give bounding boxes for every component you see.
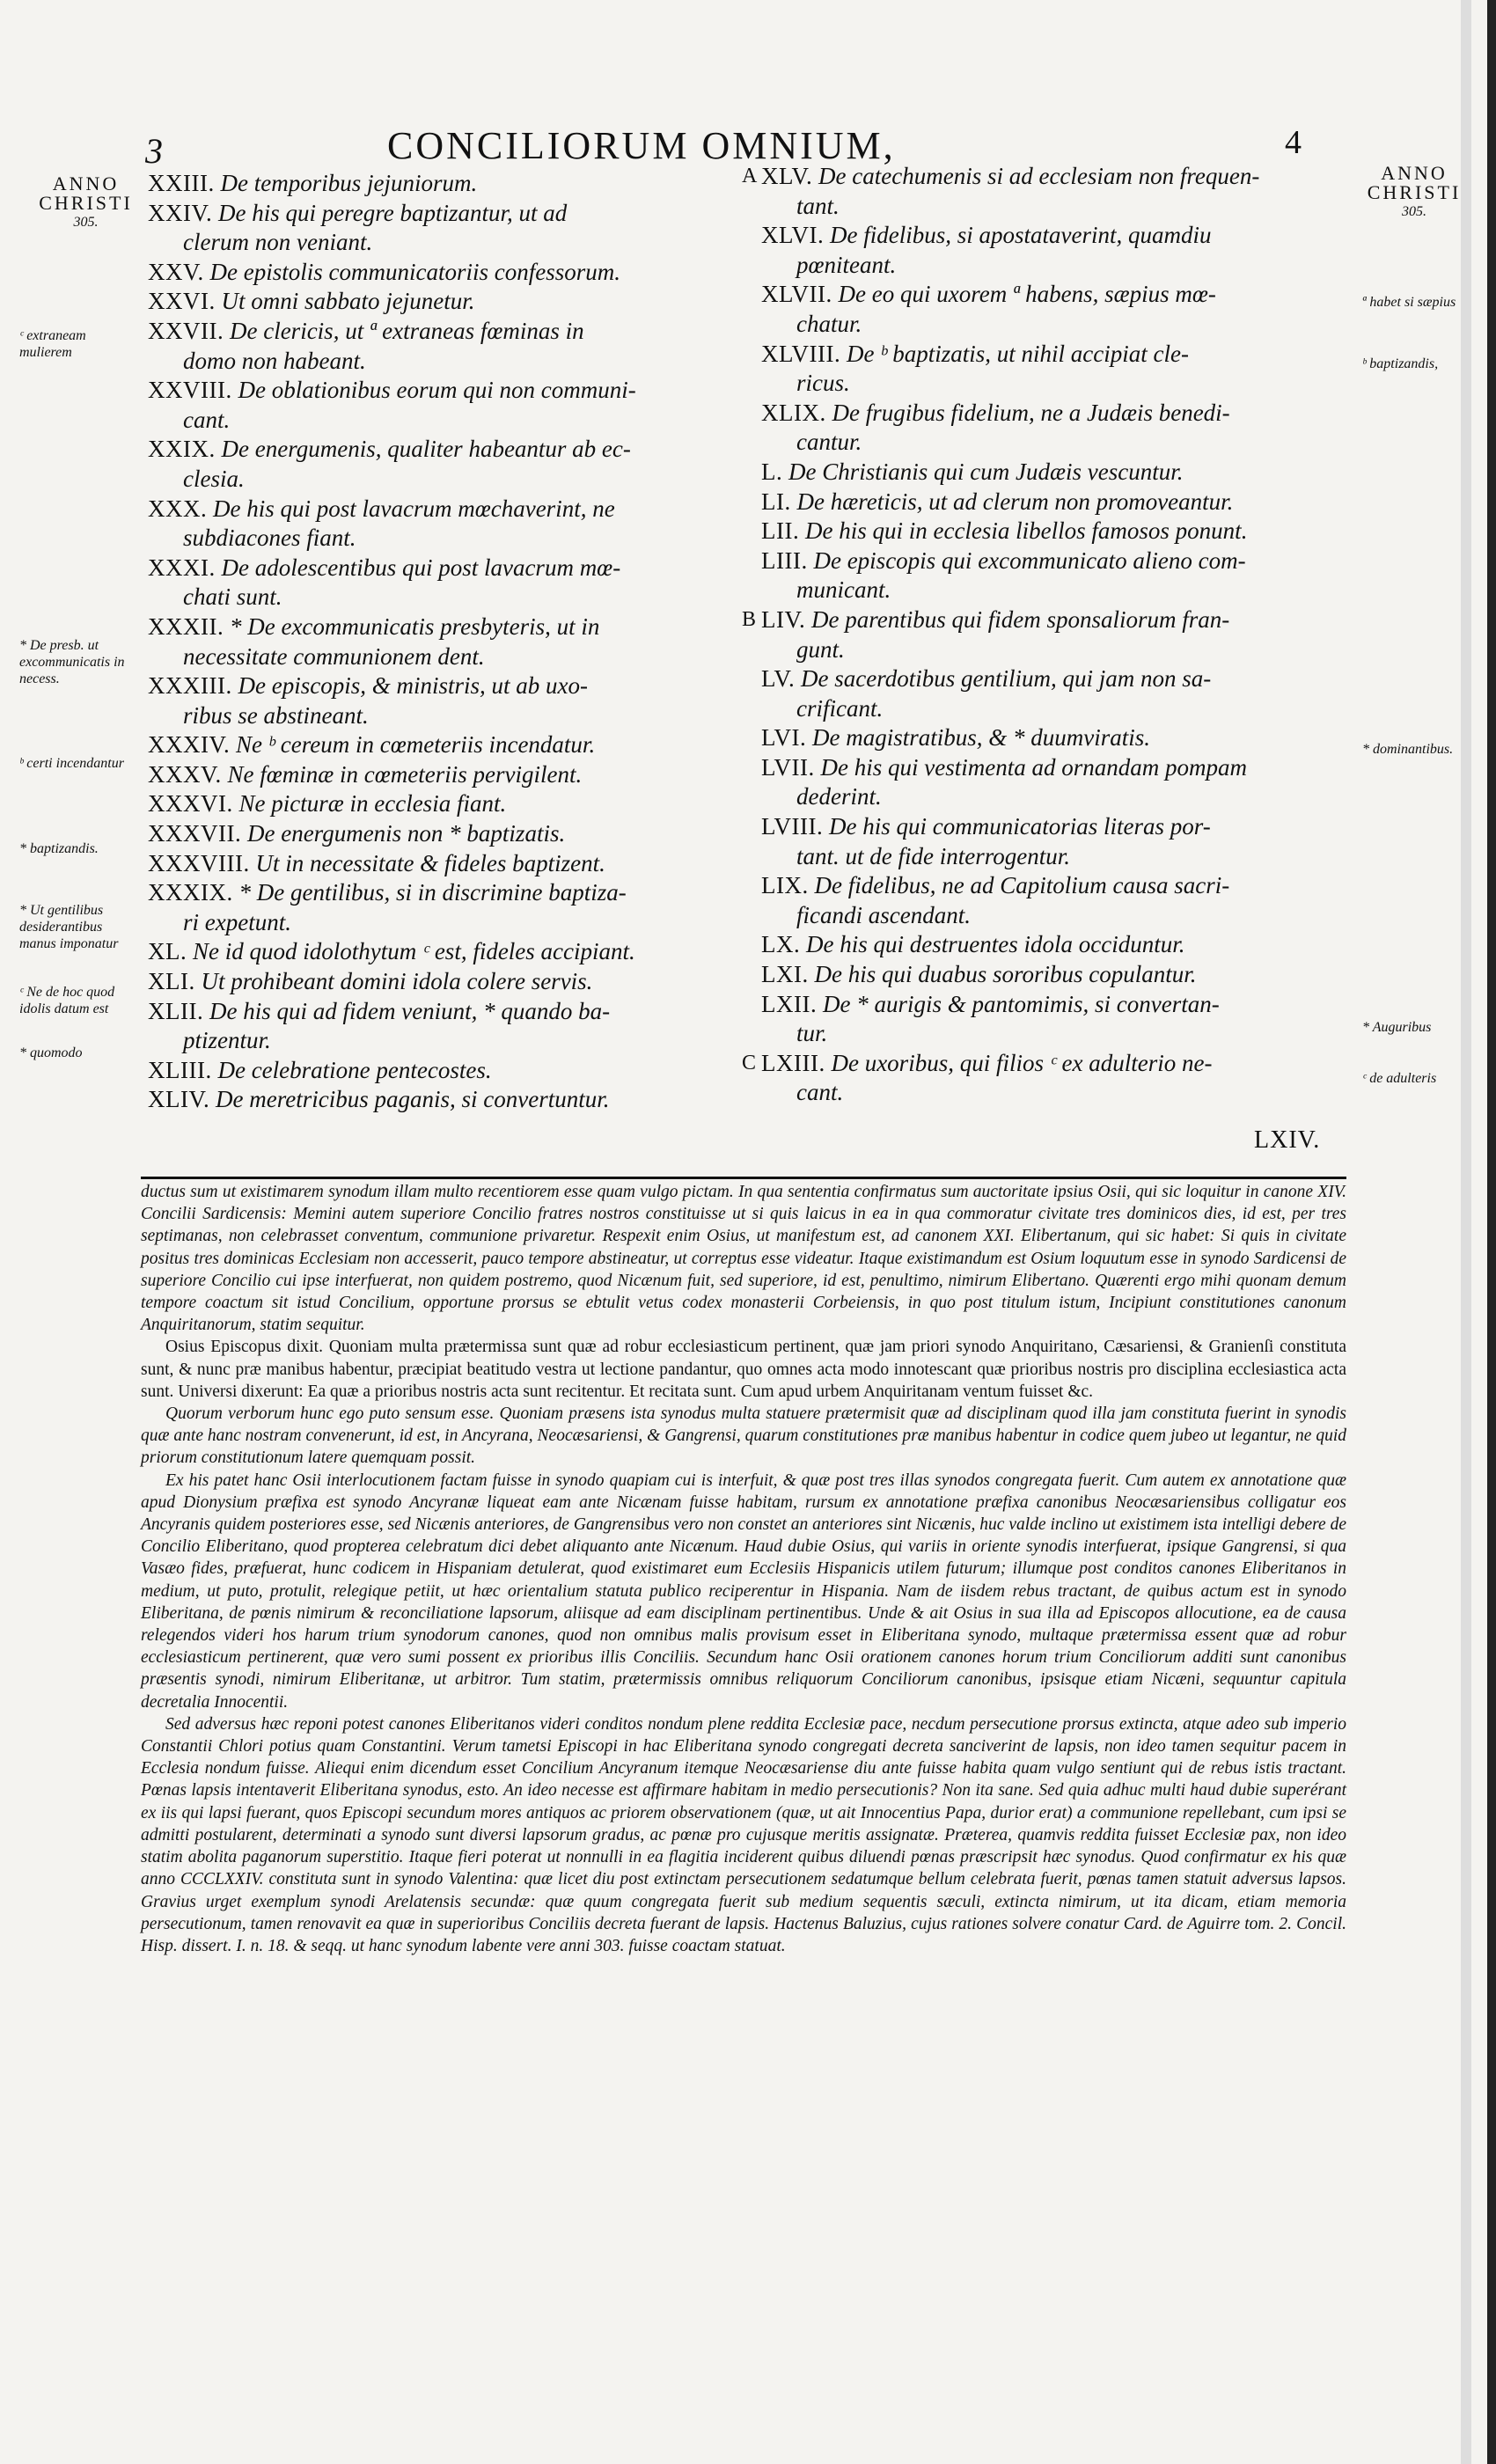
canon-title: * De gentilibus, si in discrimine baptiza- [238,879,627,906]
canon-title-continuation: tant. ut de fide interrogentur. [796,842,1070,869]
catchword: LXIV. [1254,1126,1321,1154]
canon-title: De clericis, ut ª extraneas fœminas in [229,317,584,344]
canon-number: LV. [761,665,796,693]
canon-title: De Christianis qui cum Judæis vescuntur. [788,458,1184,485]
canon-title: De epistolis communicatoriis confessorum. [209,258,620,285]
canon-entry [761,990,1364,1049]
canon-entry [148,612,737,671]
canon-title: Ut prohibeant domini idola colere servis. [201,968,593,995]
right-page-number: 4 [1285,124,1302,161]
canon-entry [761,399,1364,458]
canon-number: XXX. [148,495,208,522]
canon-title: De frugibus fidelium, ne a Judæis benedi- [832,399,1230,426]
canon-title: De uxoribus, qui filios ᶜ ex adulterio ne- [831,1049,1213,1076]
canon-title-continuation: subdiacones fiant. [183,524,356,552]
canon-title: De his qui destruentes idola occiduntur. [806,931,1185,958]
canon-title: De energumenis non * baptizatis. [246,820,566,847]
canon-title: De catechumenis si ad ecclesiam non frequen- [818,163,1260,189]
canon-title: De his qui in ecclesia libellos famosos ponunt. [804,517,1248,545]
canon-title-continuation: necessitate communionem dent. [183,642,485,670]
canon-title-continuation: dederint. [796,783,882,810]
note-paragraph: Quorum verborum hunc ego puto sensum esse. Quoniam præsens ista synodus multa statuere prætermisit quæ ad disciplinam quod illa jam constituta fuerint in synodis quæ ante hanc nostram convenerunt, id est, in Ancyrana, Neocæsariensi, & Gangrensi, quarum constitutiones præ manibus habentur in codice quem jubeo ut legantur, ne quid priorum constitutionum latere quemquam possit. [141,1404,1346,1468]
canon-number: XXXIII. [148,672,232,700]
canon-number: XLVII. [761,281,832,308]
canon-number: XL. [148,938,187,965]
canon-entry [148,671,737,730]
canon-title-continuation: municant. [796,576,891,604]
canon-title: De hæreticis, ut ad clerum non promoveantur. [796,488,1234,515]
canon-entry [761,664,1364,723]
canon-list-left [148,169,737,1115]
canon-title-continuation: chatur. [796,310,862,337]
canon-title: De his qui ad fidem veniunt, * quando ba- [209,997,611,1024]
canon-title: Ne picturæ in ecclesia fiant. [238,790,507,818]
canon-number: XXXI. [148,554,216,581]
canon-entry [761,488,1364,517]
canon-title: De * aurigis & pantomimis, si convertan- [822,990,1220,1017]
canon-number: XLIII. [148,1056,212,1083]
canon-entry [148,199,737,258]
canon-title: Ne fœminæ in cœmeteriis pervigilent. [227,760,583,788]
canon-entry [148,849,737,879]
canon-entry [148,169,737,199]
canon-number: LXI. [761,961,809,988]
christi-label: CHRISTI [1367,181,1462,203]
canon-number: XXVIII. [148,377,232,404]
anno-label: ANNO [52,172,120,194]
section-marker: B [742,607,757,631]
margin-note: ᶜ Ne de hoc quod idolis datum est [19,985,115,1016]
canon-entry [742,162,1364,221]
canon-entry [148,376,737,435]
canon-title: De celebratione pentecostes. [217,1056,492,1083]
canon-title-continuation: ficandi ascendant. [796,901,971,928]
canon-title-continuation: gunt. [796,635,845,663]
margin-note: ᶜ extraneam mulierem [19,328,86,360]
canon-entry [148,819,737,849]
canon-title: De his qui vestimenta ad ornandam pompam [820,753,1247,781]
year-label: 305. [1402,204,1426,219]
canon-title-continuation: crificant. [796,694,884,722]
canon-number: XXXIX. [148,879,233,906]
canon-entry [761,280,1364,339]
left-margin-year-heading [26,174,145,232]
canon-title: De episcopis qui excommunicato alieno com- [813,546,1246,574]
canon-entry [148,997,737,1056]
page-header [0,123,1496,171]
canon-title-continuation: tant. [796,192,840,219]
canon-title: Ne id quod idolothytum ᶜ est, fideles accipiant. [193,938,635,965]
canon-number: XLVIII. [761,340,841,367]
canon-entry [148,1085,737,1115]
canon-entry [761,960,1364,990]
note-paragraph: Sed adversus hæc reponi potest canones Eliberitanos videri conditos nondum plene reddita Ecclesiæ pace, necdum persecutione prorsus extincta, atque adeo sub imperio Constantii Chlori potius quam Constantini. Verum tametsi Episcopi in hac Eliberitana synodo congregati decreta sanciverint de lapsis, non ideo tamen sequitur pacem in Ecclesia nondum fuisse. Aliequi enim dicendum esset Concilium Ancyranum itemque Neocæsariense diu ante fuisse habita quam vulgo sentiunt qui de rebus istis tractant. Pœnas lapsis intentaverit Eliberitana synodus, esto. An ideo necesse est affirmare habitam in medio persecutionis? Non ita sane. Sed quia adhuc multi haud dubie superérant ex iis qui lapsi fuerant, quos Episcopi secundum mores antiquos ac priorem observationem (quæ, ut ait Innocentius Papa, durior erat) a communione repellebant, cum ipsi se admitti postularent, determinati a synodo sunt diversi lapsorum gradus, ac pœnæ pro cujusque meritis assignatæ. Præterea, quamvis reddita fuisset Ecclesiæ pax, non ideo statim abolita paganorum superstitio. Itaque fieri poterat ut nonnulli in ea flagitia inciderent quibus diluendi pœnas præscripsit hæc synodus. Quod confirmatur ex his quæ anno CCCLXXIV. constituta sunt in synodo Valentina: quæ licet diu post extinctam persecutionem sedatumque bellum celebrata fuerit, pœnas tamen statuit adversus lapsos. Gravius urget exemplum synodi Arelatensis secundæ: quæ quum congregata fuerit sub medium sequentis sæculi, extincta nimirum, ut ita dicam, etiam memoria persecutionum, tamen renovavit ea quæ in superioribus Conciliis decreta fuerant de lapsis. Hactenus Baluzius, cujus rationes solvere conatur Card. de Aguirre tom. 2. Concil. Hisp. dissert. I. n. 18. & seqq. ut hanc synodum labente vere anni 303. fuisse coactam statuat. [141,1714,1346,1955]
canon-title: De fidelibus, si apostataverint, quamdiu [830,222,1212,249]
canon-entry [148,730,737,760]
canon-title: De adolescentibus qui post lavacrum mœ- [221,554,621,581]
running-title: CONCILIORUM OMNIUM, [387,124,896,167]
canon-entry [761,340,1364,399]
canon-title-continuation: chati sunt. [183,583,282,611]
canon-title-continuation: clerum non veniant. [183,229,373,256]
canon-number: XXXV. [148,760,222,788]
canon-entry [148,937,737,967]
canon-number: XXIII. [148,170,215,196]
anno-label: ANNO [1381,162,1448,184]
canon-title-continuation: cant. [183,406,231,433]
canon-entry [761,753,1364,812]
section-marker: C [742,1051,757,1074]
note-paragraph: Ex his patet hanc Osii interlocutionem factam fuisse in synodo quapiam cui is interfuit, & quæ post tres illas synodos congregata fuerit. Cum autem ex annotatione quæ apud Dionysium præfixa est synodo Ancyranæ liqueat eam ante Nicænam fuisse habitam, rursum ex annotatione præfixa canonibus Neocæsariensibus colligatur eos Ancyranis quidem posteriores esse, sed Nicænis anteriores, de Gangrensibus vero non constet an anteriores sint Nicænis, huc valde inclino ut existimem ista intelligi debere de Concilio Eliberitano, quod propterea celebratum dici debet aliquanto ante Nicænum. Haud dubie Osius, qui variis in oriente synodis interfuerat, ipsique Gangrensi, si qua Vasæo fides, præfuerat, hunc codicem in Hispaniam detulerat, quod existimaret eum Ecclesiis Hispanicis utilem futurum; illumque post conditos canones Eliberitanos in medium, ut puto, protulit, relegique petiit, ut hæc orientalium statuta publico reciperentur in Hispania. Nam de iisdem rebus tractant, de quibus actum est in synodo Eliberitana, de pœnis nimirum & reconciliatione lapsorum, aliisque ad eam disciplinam pertinentibus. Unde & ait Osius in sua illa ad Episcopos allocutione, ea de causa relegendos videri hos harum trium synodorum canones, quod non omnibus malis provisum esset in Eliberitana synodo, multaque prætermissa essent quæ ad robur ecclesiasticum pertinerent, quæ vero sumi possent ex prioribus illis Conciliis. Secundum hanc Osii orationem canones horum trium Conciliorum additi sunt canonibus præsentis synodi, nimirum Eliberitanæ, ut arbitror. Tum statim, prætermissis omnibus reliquorum Conciliorum canonibus, ipsisque etiam Nicæni, sequuntur capitula decretalia Innocentii. [141,1470,1346,1712]
canon-title: De meretricibus paganis, si convertuntur. [216,1086,610,1113]
canon-number: LXII. [761,990,818,1017]
canon-title-continuation: ptizentur. [183,1027,271,1054]
canon-title-continuation: ri expetunt. [183,908,291,935]
canon-title-continuation: cantur. [796,429,862,456]
canon-title: De his qui duabus sororibus copulantur. [814,961,1197,988]
canon-entry [742,605,1364,664]
margin-note: * De presb. ut excommunicatis in necess. [19,638,125,686]
canon-entry [148,1056,737,1086]
canon-number: LIV. [761,605,806,633]
canon-number: XXXVI. [148,790,233,818]
canon-entry [148,317,737,376]
canon-title: De sacerdotibus gentilium, qui jam non sa- [801,665,1212,693]
canon-entry [761,812,1364,871]
canon-entry [761,723,1364,753]
canon-number: L. [761,458,783,485]
canon-number: XXVII. [148,317,224,344]
canon-number: XLIX. [761,399,826,426]
canon-entry [761,517,1364,546]
canon-title-continuation: clesia. [183,465,245,492]
canon-number: XXIV. [148,199,213,226]
canon-number: LVI. [761,724,807,752]
canon-title: De parentibus qui fidem sponsaliorum fran- [811,605,1230,633]
canon-entry [761,221,1364,280]
margin-note: * dominantibus. [1362,742,1454,757]
canon-title: De episcopis, & ministris, ut ab uxo- [238,672,588,700]
right-margin-year-heading [1366,164,1463,222]
canon-entry [148,789,737,819]
margin-note: * quomodo [19,1045,83,1060]
margin-note: * Ut gentilibus desiderantibus manus imponatur [19,903,119,951]
margin-note: ᵇ certi incendantur [19,756,124,771]
canon-entry [148,435,737,494]
canon-entry [148,878,737,937]
canon-number: LVIII. [761,813,824,840]
canon-number: LIII. [761,546,808,574]
canon-number: XLIV. [148,1086,210,1113]
canon-number: XLVI. [761,222,825,249]
margin-note: ᵇ baptizandis, [1362,356,1439,371]
canon-number: XLI. [148,968,195,995]
canon-entry [742,1049,1364,1108]
canon-title: De eo qui uxorem ª habens, sæpius mœ- [838,281,1216,308]
christi-label: CHRISTI [39,192,133,214]
section-marker: A [742,165,758,187]
canon-title: Ne ᵇ cereum in cœmeteriis incendatur. [236,731,596,759]
canon-title-continuation: pœniteant. [796,251,897,278]
canon-number: LII. [761,517,800,545]
margin-note: * baptizandis. [19,841,99,856]
canon-number: XXXIV. [148,731,231,759]
canon-number: XLII. [148,997,204,1024]
canon-entry [761,871,1364,930]
canon-number: XLV. [761,163,813,189]
canon-number: LIX. [761,872,809,899]
canon-title-continuation: ribus se abstineant. [183,701,369,729]
canon-title: De temporibus jejuniorum. [220,170,478,196]
canon-entry [148,258,737,288]
margin-note: ᶜ de adulteris [1362,1071,1437,1086]
canon-title: De energumenis, qualiter habeantur ab ec- [221,436,631,463]
canon-entry [148,554,737,612]
note-paragraph: Osius Episcopus dixit. Quoniam multa prætermissa sunt quæ ad robur ecclesiasticum pertinent, quæ jam priori synodo Anquiritano, Cæsariensi, & Granienſi constituta sunt, & nunc præ manibus habentur, præcipiat beatitudo vestra ut lectione pandantur, quo omnes acta modo innotescant quæ prioribus nostris pro disciplina ecclesiastica acta sunt. Universi dixerunt: Ea quæ a prioribus nostris acta sunt recitentur. Et recitata sunt. Cum apud urbem Anquiritanam ventum fuisset &c. [141,1338,1346,1401]
canon-title: Ut omni sabbato jejunetur. [221,288,475,315]
canon-number: LI. [761,488,791,515]
canon-title-continuation: tur. [796,1020,828,1047]
canon-entry [148,287,737,317]
canon-number: XXXVII. [148,820,242,847]
page-edge [1461,0,1471,2464]
left-page-number: 3 [145,131,163,171]
margin-note: ª habet si sæpius [1362,295,1456,310]
canon-title: De ᵇ baptizatis, ut nihil accipiat cle- [847,340,1189,367]
canon-number: LVII. [761,753,815,781]
canon-title: De his qui peregre baptizantur, ut ad [218,199,568,226]
canon-entry [148,495,737,554]
canon-title: Ut in necessitate & fideles baptizent. [255,849,605,876]
canon-number: XXXVIII. [148,849,250,876]
canon-list-right [742,162,1364,1108]
book-spine-edge [1487,0,1496,2464]
canon-title: De his qui communicatorias literas por- [829,813,1211,840]
canon-entry [148,760,737,790]
divider-rule [141,1177,1346,1179]
canon-title-continuation: ricus. [796,370,850,397]
canon-title: De magistratibus, & * duumviratis. [812,724,1151,752]
canon-entry [761,930,1364,960]
footnotes-text [141,1181,1346,1957]
canon-number: LX. [761,931,801,958]
canon-number: LXIII. [761,1049,825,1076]
canon-title-continuation: cant. [796,1079,844,1106]
canon-entry [148,967,737,997]
canon-title: De fidelibus, ne ad Capitolium causa sacri- [814,872,1230,899]
note-paragraph: ductus sum ut existimarem synodum illam multo recentiorem esse quam vulgo pictam. In qua sententia confirmatus sum auctoritate ipsius Osii, qui sic loquitur in canone XIV. Concilii Sardicensis: Memini autem superiore Concilio fratres nostros constituisse ut si quis laicus in ea in qua commoratur civitate tres dominicos dies, id est, per tres septimanas, non celebrasset conventum, communione privaretur. Respexit enim Osius, ut manifestum est, ad canonem XXI. Elibertanum, qui sic habet: Si quis in civitate positus tres dominicas Ecclesiam non accesserit, pauco tempore abstineatur, ut correptus esse videatur. Itaque existimandum est Osium loquutum esse in synodo Sardicensi de superiore Concilio cui ipse interfuerat, non quidem postremo, quod Nicænum fuit, sed superiore, id est, penultimo, nimirum Elibertano. Quærenti ergo mihi quonam demum tempore coactum sit istud Concilium, opportune prorsus se ebtulit vetus codex monasterii Corbeiensis, in quo post titulum istum, Incipiunt constitutiones canonum Anquiritanorum, statim sequitur. [141,1183,1346,1335]
year-label: 305. [73,215,99,230]
canon-entry [761,458,1364,488]
canon-title-continuation: domo non habeant. [183,347,366,374]
canon-number: XXXII. [148,612,224,640]
margin-note: * Auguribus [1362,1020,1432,1035]
canon-title: * De excommunicatis presbyteris, ut in [229,612,600,640]
canon-number: XXIX. [148,436,216,463]
canon-title: De oblationibus eorum qui non communi- [238,377,636,404]
canon-number: XXVI. [148,288,216,315]
canon-title: De his qui post lavacrum mœchaverint, ne [213,495,615,522]
canon-entry [761,546,1364,605]
canon-number: XXV. [148,258,204,285]
